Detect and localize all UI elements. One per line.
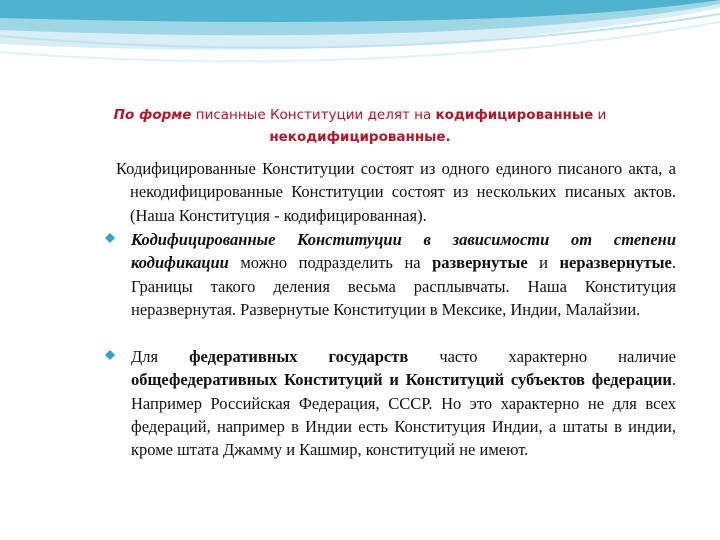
bullet1-term-unexpanded: неразвернутые <box>559 253 672 273</box>
bullet2-text-rest: . Например Российская Федерация, СССР. Но это характерно не для всех федераций, например в Индии есть Конституция Индии, а штаты в индии, кроме штата Джамму и Кашмир, конституций не имеют. <box>131 370 676 460</box>
bullet2-text-start: Для <box>131 347 190 366</box>
title-term-uncodified: некодифицированные <box>269 129 446 145</box>
decorative-wave-header <box>0 0 720 80</box>
bullet1-text-rest: . Границы такого деления весьма расплывчаты. Наша Конституция неразвернутая. Развернутые Конституции в Мексике, Индии, Малайзии. <box>131 253 676 319</box>
bullet-item-federations <box>131 345 676 461</box>
bullet1-text: можно подразделить на <box>228 253 433 273</box>
bullet1-lead: Кодифицированные Конституции в зависимости от степени <box>131 230 676 249</box>
bullet1-term-codification: кодификации <box>131 253 229 273</box>
bullet2-text: часто характерно наличие <box>408 347 676 366</box>
intro-paragraph: Кодифицированные Конституции состоят из одного единого писаного акта, а некодифицированные Конституции состоят из нескольких писаных актов. (Наша Конституция - кодифицированная). <box>116 159 676 225</box>
title-text-and: и <box>593 107 607 123</box>
title-period: . <box>445 129 451 145</box>
bullet-diamond-icon <box>105 233 115 243</box>
bullet-item-codification <box>131 228 676 321</box>
bullet1-term-expanded: развернутые <box>432 253 528 273</box>
bullet1-text-and: и <box>527 253 560 273</box>
bullet-diamond-icon <box>105 350 115 360</box>
title-term-codified: кодифицированные <box>435 107 594 123</box>
title-text: писанные Конституции делят на <box>191 107 436 123</box>
bullet2-term-federal-constitutions: общефедеративных Конституций и Конституций субъектов федерации <box>131 370 672 390</box>
slide-title <box>95 104 625 148</box>
bullet2-term-federal-states: федеративных государств <box>189 347 409 366</box>
title-emphasis: По форме <box>113 107 192 123</box>
